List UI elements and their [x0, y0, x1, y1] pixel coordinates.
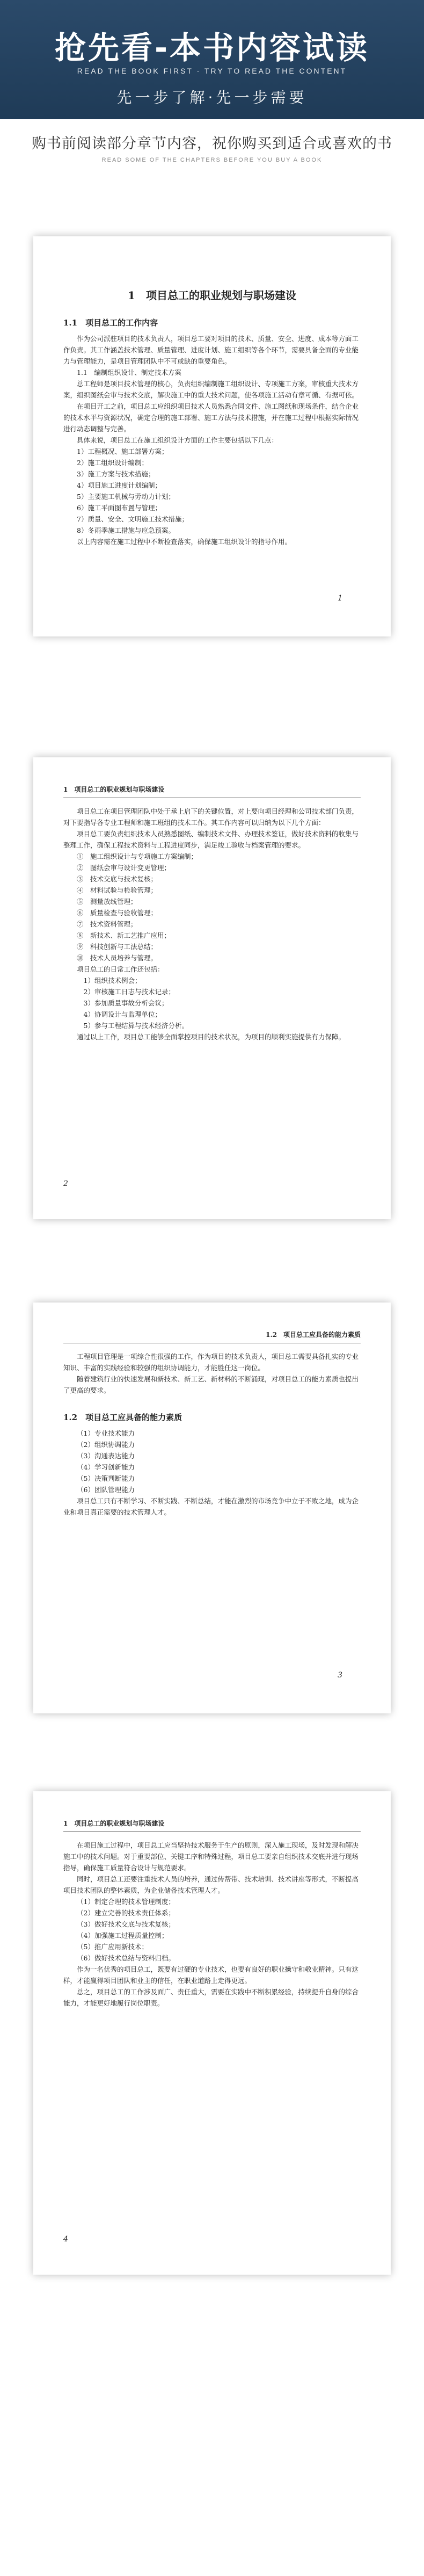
list-item: 7）质量、安全、文明施工技术措施；	[77, 515, 188, 523]
paragraph: 以上内容需在施工过程中不断检查落实，确保施工组织设计的指导作用。	[77, 538, 292, 546]
list-item: 2）审核施工日志与技术记录；	[83, 988, 175, 996]
list-item: （6）团队管理能力	[77, 1486, 135, 1494]
page-number: 4	[63, 2235, 68, 2244]
list-item: ① 施工组织设计与专项施工方案编制；	[77, 852, 198, 860]
paragraph: 作为一名优秀的项目总工，既要有过硬的专业技术，也要有良好的职业操守和敬业精神。只有这样，才能赢得项目团队和业主的信任，在职业道路上走得更远。	[63, 1965, 359, 1985]
paragraph: 总之，项目总工的工作涉及面广、责任重大，需要在实践中不断积累经验，持续提升自身的综合能力，才能更好地履行岗位职责。	[63, 1988, 359, 2007]
list-item: （3）沟通表达能力	[77, 1452, 135, 1460]
list-item: （2）组织协调能力	[77, 1441, 135, 1449]
paragraph: 项目总工只有不断学习、不断实践、不断总结，才能在激烈的市场竞争中立于不败之地，成为企业和项目真正需要的技术管理人才。	[63, 1497, 359, 1516]
list-item: 2）施工组织设计编制；	[77, 459, 148, 467]
list-item: 5）参与工程结算与技术经济分析。	[83, 1022, 188, 1030]
running-head: 1.2 项目总工应具备的能力素质	[266, 1331, 361, 1338]
list-heading: 项目总工的日常工作还包括：	[77, 965, 164, 973]
paragraph: 随着建筑行业的快速发展和新技术、新工艺、新材料的不断涌现，对项目总工的能力素质也提出了更高的要求。	[63, 1375, 359, 1394]
paragraph: 项目总工要负责组织技术人员熟悉图纸、编制技术文件、办理技术签证，做好技术资料的收集与整理工作，确保工程技术资料与工程进度同步，满足竣工验收与档案管理的要求。	[63, 830, 359, 849]
intro-caption	[0, 132, 424, 163]
paragraph: 在项目施工过程中，项目总工应当坚持技术服务于生产的原则，深入施工现场，及时发现和解决施工中的技术问题。对于重要部位、关键工序和特殊过程，项目总工要亲自组织技术交底并进行现场指导，确保施工质量符合设计与规范要求。	[63, 1841, 359, 1872]
intro-text-en: READ SOME OF THE CHAPTERS BEFORE YOU BUY A BOOK	[101, 157, 323, 163]
list-item: 1）组织技术例会；	[83, 976, 142, 985]
list-item: ③ 技术交底与技术复核；	[77, 875, 158, 883]
page-number: 2	[63, 1180, 68, 1188]
header-banner	[0, 0, 424, 119]
banner-subtitle: READ THE BOOK FIRST · TRY TO READ THE CONTENT	[77, 67, 347, 75]
list-item: （2）建立完善的技术责任体系；	[77, 1909, 175, 1917]
list-item: ⑨ 科技创新与工法总结；	[77, 943, 158, 951]
page-number: 3	[338, 1671, 342, 1680]
paragraph: 工程项目管理是一项综合性很强的工作，作为项目的技术负责人，项目总工需要具备扎实的专业知识、丰富的实践经验和较强的组织协调能力，才能胜任这一岗位。	[63, 1352, 359, 1372]
list-item: 4）项目施工进度计划编制；	[77, 481, 162, 489]
list-item: （1）制定合理的技术管理制度；	[77, 1898, 175, 1906]
list-item: ⑩ 技术人员培养与管理。	[77, 954, 158, 962]
list-item: （6）做好技术总结与资料归档。	[77, 1954, 175, 1962]
list-item: 8）冬雨季施工措施与应急预案。	[77, 526, 175, 534]
book-page-1	[33, 236, 391, 636]
list-item: 3）施工方案与技术措施；	[77, 470, 155, 478]
list-item: 3）参加质量事故分析会议；	[83, 999, 169, 1007]
list-item: ⑧ 新技术、新工艺推广应用；	[77, 931, 171, 939]
paragraph: 项目总工在项目管理团队中处于承上启下的关键位置，对上要向项目经理和公司技术部门负责，对下要指导各专业工程师和施工班组的技术工作。其工作内容可以归纳为以下几个方面：	[63, 807, 359, 827]
paragraph: 作为公司派驻项目的技术负责人，项目总工要对项目的技术、质量、安全、进度、成本等方面工作负责。其工作涵盖技术管理、质量管理、进度计划、施工组织等各个环节，需要具备全面的专业能力与管理能力，是项目管理团队中不可或缺的重要角色。	[63, 335, 359, 365]
list-item: （3）做好技术交底与技术复核；	[77, 1920, 175, 1928]
chapter-title: 1 项目总工的职业规划与职场建设	[128, 289, 296, 302]
banner-title: 抢先看-本书内容试读	[54, 30, 370, 66]
list-item: 1）工程概况、施工部署方案；	[77, 447, 169, 455]
banner-slogan: 先一步了解·先一步需要	[116, 89, 308, 106]
list-item: 6）施工平面图布置与管理；	[77, 504, 162, 512]
paragraph: 通过以上工作，项目总工能够全面掌控项目的技术状况，为项目的顺利实施提供有力保障。	[77, 1033, 346, 1041]
list-item: 5）主要施工机械与劳动力计划；	[77, 493, 175, 501]
page-number: 1	[338, 594, 342, 603]
paragraph: 同时，项目总工还要注重技术人员的培养，通过传帮带、技术培训、技术讲座等形式，不断提高项目技术团队的整体素质，为企业储备技术管理人才。	[63, 1875, 359, 1894]
list-item: （4）学习创新能力	[77, 1463, 135, 1471]
running-head: 1 项目总工的职业规划与职场建设	[63, 786, 165, 793]
list-item: （5）推广应用新技术；	[77, 1943, 148, 1951]
list-item: ② 图纸会审与设计变更管理；	[77, 864, 171, 872]
list-item: ④ 材料试验与检验管理；	[77, 886, 158, 894]
list-item: ⑥ 质量检查与验收管理；	[77, 909, 158, 917]
book-page-2	[33, 757, 391, 1219]
book-page-4	[33, 1791, 391, 2275]
running-head: 1 项目总工的职业规划与职场建设	[63, 1820, 165, 1827]
section-title: 1.2 项目总工应具备的能力素质	[63, 1413, 182, 1422]
section-title: 1.1 项目总工的工作内容	[63, 318, 158, 328]
intro-text: 购书前阅读部分章节内容，祝你购买到适合或喜欢的书	[32, 135, 392, 152]
list-item: 4）协调设计与监理单位；	[83, 1010, 162, 1018]
paragraph: 具体来说，项目总工在施工组织设计方面的工作主要包括以下几点：	[77, 436, 279, 444]
paragraph: 1.1 编制组织设计、制定技术方案	[77, 368, 181, 377]
list-item: （5）决策判断能力	[77, 1474, 135, 1482]
list-item: （1）专业技术能力	[77, 1429, 135, 1437]
book-page-3	[33, 1303, 391, 1713]
list-item: ⑦ 技术资料管理；	[77, 920, 137, 928]
paragraph: 总工程师是项目技术管理的核心，负责组织编制施工组织设计、专项施工方案，审核重大技术方案，组织图纸会审与技术交底，解决施工中的重大技术问题，使各项施工活动有章可循、有据可依。	[63, 380, 359, 399]
list-item: ⑤ 测量放线管理；	[77, 898, 137, 906]
paragraph: 在项目开工之前，项目总工应组织项目技术人员熟悉合同文件、施工图纸和现场条件，结合企业的技术水平与资源状况，确定合理的施工部署、施工方法与技术措施，并在施工过程中根据实际情况进行动态调整与完善。	[63, 402, 359, 433]
list-item: （4）加强施工过程质量控制；	[77, 1931, 169, 1940]
